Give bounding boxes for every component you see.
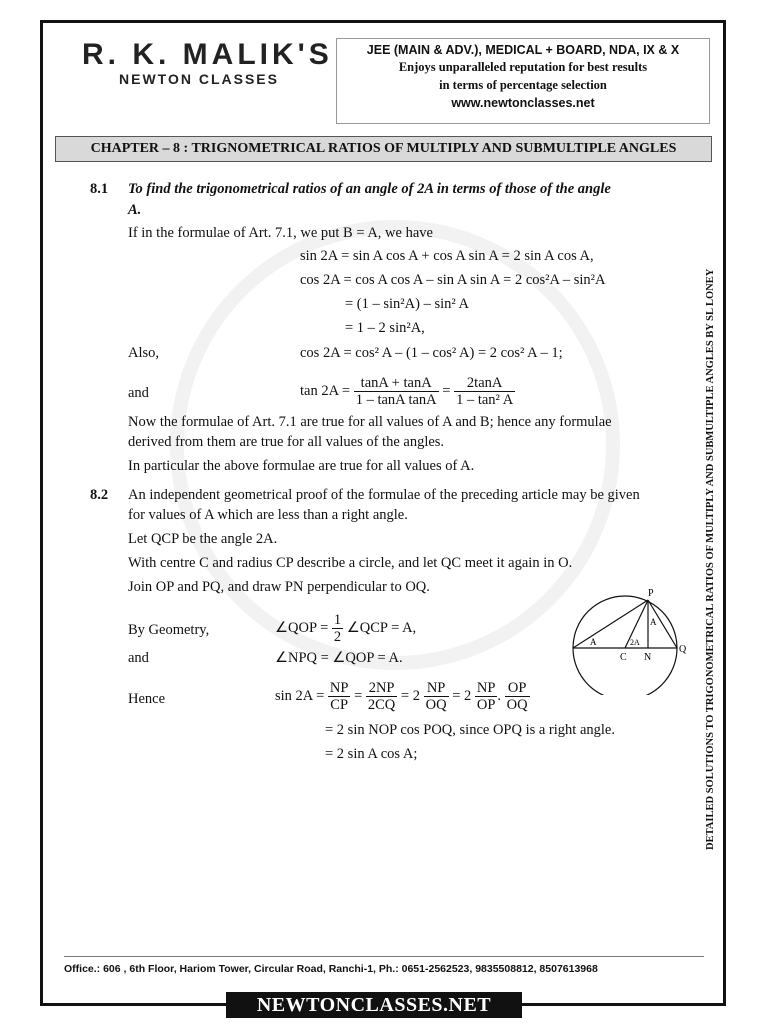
s82-line1: An independent geometrical proof of the formulae of the preceding article may be given [128,487,640,503]
and-label: and [128,385,149,401]
chapter-title: CHAPTER – 8 : TRIGNOMETRICAL RATIOS OF MULTIPLY AND SUBMULTIPLE ANGLES [55,136,712,162]
header-line-selection: in terms of percentage selection [439,78,607,92]
label-Q: Q [679,644,687,655]
equation-cos2a-step2: = (1 – sin²A) – sin² A [345,296,470,312]
result-line2: = 2 sin A cos A; [325,746,418,762]
header-info-box [336,38,710,124]
label-angle-A-1: A [590,637,597,647]
logo-subtitle: NEWTON CLASSES [119,71,279,87]
s82-line4: With centre C and radius CP describe a circle, and let QC meet it again in O. [128,555,573,571]
logo-title: R. K. MALIK'S [82,38,333,71]
s82-line3: Let QCP be the angle 2A. [128,531,278,547]
section-heading-line1: To find the trigonometrical ratios of an angle of 2A in terms of those of the angle [128,181,611,197]
section-number-8-1: 8.1 [90,181,109,197]
geometry-eq2: ∠NPQ = ∠QOP = A. [275,650,403,666]
paragraph-line3: In particular the above formulae are true for all values of A. [128,458,475,474]
section-heading-line2: A. [128,202,142,218]
header-line-courses: JEE (MAIN & ADV.), MEDICAL + BOARD, NDA, IX & X [366,43,680,57]
label-C: C [620,652,627,663]
equation-sin2a: sin 2A = sin A cos A + cos A sin A = 2 sin A cos A, [300,248,594,264]
paragraph-line1: Now the formulae of Art. 7.1 are true for all values of A and B; hence any formulae [128,414,612,430]
hence-equation: sin 2A = $\frac{NP}{CP}$ = $\frac{2NP}{2CQ}$ = 2 $\frac{NP}{OQ}$ = 2 $\frac{NP}{OP}$ . $\frac{OP}{OQ}$ [275,680,528,713]
paragraph-line2: derived from them are true for all values of the angles. [128,434,445,450]
header-line-reputation: Enjoys unparalleled reputation for best results [398,60,648,74]
equation-cos2a-step3: = 1 – 2 sin²A, [345,320,425,336]
intro-text: If in the formulae of Art. 7.1, we put B = A, we have [128,225,433,241]
result-line1: = 2 sin NOP cos POQ, since OPQ is a right angle. [325,722,615,738]
label-angle-A-2: A [650,617,657,627]
side-vertical-text: DETAILED SOLUTIONS TO TRIGONOMETRICAL RATIOS OF MULTIPLY AND SUBMULTIPLE ANGLES BY SL LONEY [705,268,716,850]
tan-fraction-1: $\frac{\tan A + \tan A}{\text{1 – tanA tanA}}$ [355,375,437,408]
tan-lhs: tan 2A = [300,382,351,399]
s82-line2: for values of A which are less than a right angle. [128,507,408,523]
geometry-eq1: ∠QOP = $\frac{1}{2}$ ∠QCP = A, [275,612,417,645]
tan-fraction-2: $\frac{2\tan A}{\text{1 – tan² A}}$ [456,375,514,408]
by-geometry-label: By Geometry, [128,622,210,638]
footer-office: Office.: 606 , 6th Floor, Hariom Tower, Circular Road, Ranchi-1, Ph.: 0651-2562523, 9835508812, 8507613968 [64,956,704,975]
equation-tan2a: tan 2A = $\frac{\tan A + \tan A}{\text{1 – tanA tanA}}$ = $\frac{2\tan A}{\text{1 – tan² A}}$ [300,375,514,408]
hence-label: Hence [128,691,166,707]
geometry-diagram [570,585,690,695]
section-number-8-2: 8.2 [90,487,109,503]
also-label: Also, [128,345,160,361]
equation-cos2a: cos 2A = cos A cos A – sin A sin A = 2 cos²A – sin²A [300,272,606,288]
label-angle-2A: 2A [630,638,640,647]
header-website[interactable]: www.newtonclasses.net [451,96,595,110]
and-label-2: and [128,650,149,666]
half-fraction: $\frac{1}{2}$ [333,612,342,645]
bottom-banner[interactable]: NEWTONCLASSES.NET [226,992,522,1018]
label-N: N [644,652,652,663]
label-P: P [648,588,654,599]
s82-line5: Join OP and PQ, and draw PN perpendicular to OQ. [128,579,430,595]
equation-cos2a-alt: cos 2A = cos² A – (1 – cos² A) = 2 cos² A – 1; [300,345,563,361]
